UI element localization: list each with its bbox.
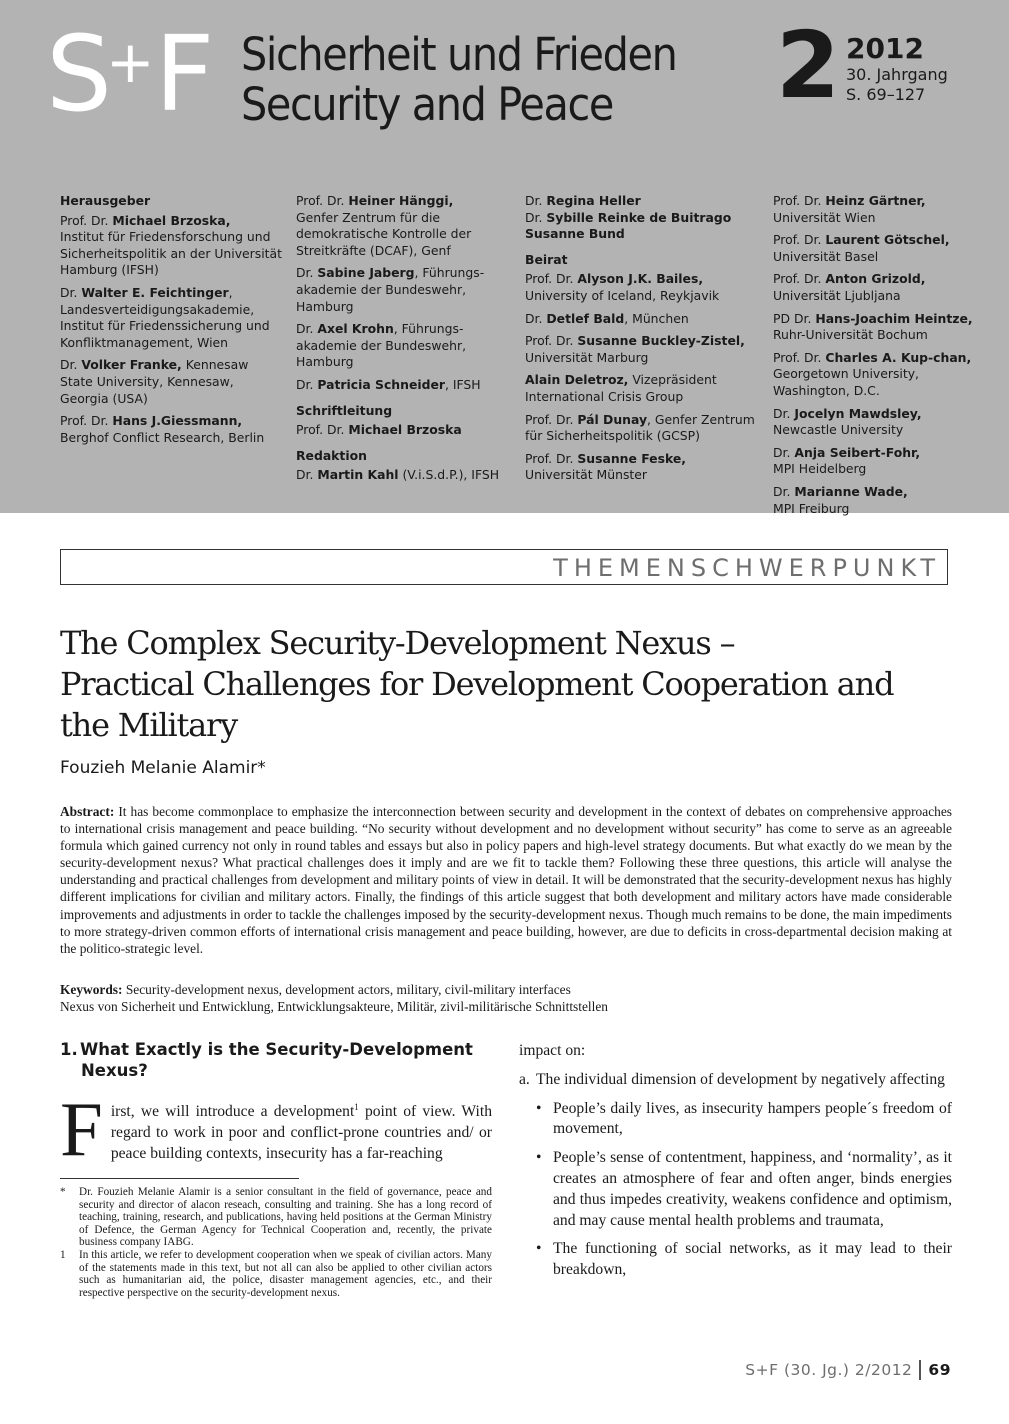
entry-affiliation: Berghof Conflict Research, Berlin: [60, 429, 265, 445]
entry-affiliation: (V.i.S.d.P.), IFSH: [398, 467, 500, 483]
keywords-label: Keywords:: [60, 982, 123, 997]
abstract-text: It has become commonplace to emphasize the interconnection between security and development in the context of debates on comprehensive approaches to international crisis management and peace building. “No security without development and no development without security” has come to serve as an agreeable formula which gained currency not only in round tables and essays but also in policy papers and high-level strategy documents. But what exactly do we mean by the security-development nexus? What practical challenges does it imply and are we fit to tackle them? Following these three questions, this article will analyse the understanding and practical challenges from development and military points of view in detail. It will be demonstrated that the security-development nexus has highly different implications for civilian and military actors. Finally, the findings of this article suggest that both development and military actors have made considerable improvements and adjustments in order to tackle the challenges imposed by the security-development nexus. Though much remains to be done, the main impediments to more strategy-driven common efforts of international crisis management and peace building, however, are due to deficits in cross-departmental decision making at the politico-strategic level.: [60, 804, 952, 956]
entry-affiliation: MPI Freiburg: [773, 500, 850, 516]
entry-name: Sabine Jaberg: [317, 265, 415, 281]
editor-entry: [525, 412, 760, 445]
page-footer: [745, 1360, 951, 1380]
entry-name: Susanne Feske,: [577, 450, 686, 466]
editor-entry: [296, 377, 521, 394]
editor-entry: [525, 271, 760, 304]
editor-entry: [296, 193, 521, 259]
entry-prefix: Dr.: [60, 357, 82, 373]
entry-prefix: Prof. Dr.: [525, 450, 578, 466]
entry-prefix: Dr.: [296, 265, 318, 281]
entry-prefix: Prof. Dr.: [773, 271, 826, 287]
editor-entry: [60, 285, 285, 351]
entry-name: Axel Krohn: [317, 321, 394, 337]
footnote-text: Dr. Fouzieh Melanie Alamir is a senior consultant in the field of governance, peace and security and director of alacon reseach, consulting and training. She has a long record of teaching, training, research, and publications, having held positions at the German Ministry of Defence, the German Agency for Technical Cooperation and, recently, the private business company IABG.: [79, 1186, 492, 1249]
section-heading: [60, 1039, 500, 1081]
editor-entry: [773, 484, 998, 517]
editors-column-1: [60, 193, 285, 452]
entry-prefix: Prof. Dr.: [773, 232, 826, 248]
editor-entry: [525, 226, 760, 243]
editor-entry: [773, 406, 998, 439]
issue-number: 2: [776, 12, 841, 119]
body-column-left: [60, 1086, 492, 1172]
body-text: point of view. With regard to work in poor and conflict-prone countries and/ or peace building contexts, insecurity has a far-reaching: [110, 1103, 492, 1162]
beirat-label: Beirat: [525, 251, 568, 267]
abstract: [60, 803, 952, 957]
footnote-ref[interactable]: 1: [354, 1102, 359, 1112]
article-title-line: the Military: [60, 706, 237, 744]
entry-affiliation: Newcastle University: [773, 422, 904, 438]
entry-affiliation: University of Iceland, Reykjavik: [525, 287, 720, 303]
editor-entry: [773, 350, 998, 400]
logo-f: F: [154, 13, 209, 135]
article-author: Fouzieh Melanie Alamir*: [60, 758, 266, 778]
footnotes: [60, 1186, 492, 1299]
entry-affiliation: , Führungs-akademie der Bundeswehr, Hamburg: [296, 321, 467, 370]
editor-entry: [773, 311, 998, 344]
section-banner: [60, 549, 948, 585]
journal-logo: [46, 13, 209, 135]
entry-affiliation: MPI Heidelberg: [773, 461, 867, 477]
schriftleitung-label: Schriftleitung: [296, 402, 393, 418]
editors-column-3: [525, 193, 760, 490]
bullet-item: [536, 1099, 952, 1141]
entry-name: Heinz Gärtner,: [825, 193, 926, 208]
entry-name: Anja Seibert-Fohr,: [794, 444, 921, 460]
bullet-item: [536, 1239, 952, 1281]
entry-prefix: Dr.: [60, 284, 82, 300]
editor-entry: [525, 372, 760, 405]
editor-entry: [296, 265, 521, 315]
list-item-a: [519, 1070, 952, 1091]
bullet-icon: •: [536, 1149, 542, 1167]
heading-line-1: What Exactly is the Security-Development: [80, 1040, 473, 1059]
entry-name: Detlef Bald: [546, 310, 625, 326]
bullet-icon: •: [536, 1240, 542, 1258]
entry-prefix: PD Dr.: [773, 310, 816, 326]
entry-name: Regina Heller: [546, 193, 641, 208]
editor-entry: [525, 210, 760, 227]
page-number: 69: [928, 1361, 951, 1379]
heading-line-2: Nexus?: [81, 1061, 148, 1080]
entry-affiliation: , IFSH: [444, 376, 481, 392]
issue-volume: 30. Jahrgang: [846, 65, 948, 84]
editor-entry: [773, 445, 998, 478]
article-title-line: The Complex Security-Development Nexus –: [60, 624, 735, 662]
footer-divider: [919, 1360, 921, 1380]
entry-affiliation: Vizepräsident International Crisis Group: [525, 372, 717, 404]
entry-prefix: Dr.: [525, 310, 547, 326]
entry-prefix: Dr.: [773, 483, 795, 499]
editor-entry: [525, 333, 760, 366]
logo-s: S: [46, 13, 107, 135]
article-title-line: Practical Challenges for Development Cooperation and: [60, 665, 894, 703]
entry-prefix: Dr.: [773, 405, 795, 421]
heading-number: 1.: [60, 1040, 78, 1059]
entry-prefix: Dr.: [296, 467, 318, 483]
footnote: [60, 1249, 492, 1299]
footnote-marker: 1: [60, 1248, 66, 1261]
journal-title-en: Security and Peace: [241, 78, 613, 131]
body-text: irst, we will introduce a development: [110, 1103, 355, 1121]
bullet-item: [536, 1148, 952, 1231]
entry-name: Michael Brzoska,: [112, 212, 231, 228]
body-text: impact on:: [519, 1042, 586, 1059]
entry-prefix: Dr.: [296, 376, 318, 392]
editor-entry: [525, 193, 760, 210]
entry-affiliation: , Führungs-akademie der Bundeswehr, Hamburg: [296, 265, 485, 314]
entry-prefix: Prof. Dr.: [60, 212, 113, 228]
keywords: [60, 981, 952, 1015]
entry-name: Pál Dunay: [577, 411, 648, 427]
bullet-icon: •: [536, 1099, 542, 1117]
editor-entry: [773, 271, 998, 304]
editor-entry: [773, 193, 998, 226]
entry-name: Alyson J.K. Bailes,: [577, 271, 704, 287]
issue-year: 2012: [846, 32, 924, 65]
list-marker: a.: [519, 1070, 530, 1088]
entry-affiliation: Universität Ljubljana: [773, 287, 901, 303]
entry-prefix: Dr.: [525, 209, 547, 225]
entry-name: Anton Grizold,: [825, 271, 926, 287]
keywords-en: Security-development nexus, development actors, military, civil-military interfaces: [122, 982, 571, 997]
entry-affiliation: Georgetown University, Washington, D.C.: [773, 366, 919, 398]
entry-affiliation: Universität Münster: [525, 467, 647, 483]
entry-affiliation: , Landesverteidigungsakademie, Institut für Friedenssicherung und Konfliktmanagement, Wien: [60, 284, 270, 350]
keywords-de: Nexus von Sicherheit und Entwicklung, Entwicklungsakteure, Militär, zivil-militärische Schnittstellen: [60, 999, 608, 1015]
bullet-text: People’s sense of contentment, happiness, and ‘normality’, as it creates an atmosphere of fear and often anger, binds energies and thus impedes creativity, weakens confidence and optimism, and may cause mental health problems and traumata,: [553, 1149, 952, 1229]
schriftleitung-entry: [296, 422, 521, 439]
editor-entry: [60, 413, 285, 446]
entry-prefix: Prof. Dr.: [525, 411, 578, 427]
entry-name: Volker Franke,: [81, 357, 182, 373]
footer-citation: S+F (30. Jg.) 2/2012: [745, 1361, 913, 1379]
entry-name: Susanne Buckley-Zistel,: [577, 333, 745, 349]
entry-prefix: Prof. Dr.: [296, 193, 349, 208]
journal-masthead: [0, 0, 1009, 516]
entry-name: Walter E. Feichtinger: [81, 284, 229, 300]
section-label: THEMENSCHWERPUNKT: [553, 554, 941, 582]
footnote-marker: *: [60, 1186, 66, 1198]
editors-column-4: [773, 193, 998, 523]
editor-entry: [773, 232, 998, 265]
editor-entry: [525, 451, 760, 484]
herausgeber-label: Herausgeber: [60, 193, 151, 208]
entry-affiliation: Universität Wien: [773, 209, 876, 225]
entry-prefix: Prof. Dr.: [773, 349, 826, 365]
entry-affiliation: Genfer Zentrum für die demokratische Kontrolle der Streitkräfte (DCAF), Genf: [296, 209, 472, 258]
editor-entry: [296, 321, 521, 371]
article-title: [60, 623, 960, 746]
entry-name: Michael Brzoska: [348, 422, 462, 438]
issue-pages: S. 69–127: [846, 85, 926, 104]
entry-affiliation: Universität Basel: [773, 248, 879, 264]
entry-name: Patricia Schneider: [317, 376, 445, 392]
entry-name: Susanne Bund: [525, 226, 625, 242]
entry-affiliation: , Genfer Zentrum für Sicherheitspolitik (GCSP): [525, 411, 755, 444]
list-text: The individual dimension of development by negatively affecting: [536, 1070, 945, 1088]
entry-name: Martin Kahl: [317, 467, 399, 483]
footnote-text: In this article, we refer to development cooperation when we speak of civilian actors. Many of the statements made in this text, but not all can also be applied to other civilian actors such as humanitarian aid, the police, disaster management agencies, etc., and their respective perspective on the security-development nexus.: [79, 1248, 492, 1299]
editor-entry: [525, 311, 760, 328]
entry-prefix: Dr.: [525, 193, 547, 208]
entry-name: Marianne Wade,: [794, 483, 908, 499]
entry-name: Alain Deletroz,: [525, 372, 629, 388]
entry-prefix: Prof. Dr.: [60, 413, 113, 429]
issue-meta: [846, 33, 948, 105]
bullet-text: People’s daily lives, as insecurity hampers people´s freedom of movement,: [553, 1099, 952, 1138]
entry-prefix: Dr.: [773, 444, 795, 460]
editors-column-2: [296, 193, 521, 490]
bullet-text: The functioning of social networks, as it may lead to their breakdown,: [553, 1240, 952, 1279]
entry-name: Charles A. Kup-chan,: [825, 349, 972, 365]
entry-prefix: Prof. Dr.: [525, 333, 578, 349]
entry-name: Sybille Reinke de Buitrago: [546, 209, 732, 225]
footnote: [60, 1186, 492, 1249]
entry-affiliation: , München: [624, 310, 689, 326]
entry-affiliation: Universität Marburg: [525, 349, 649, 365]
entry-name: Laurent Götschel,: [825, 232, 950, 248]
entry-name: Heiner Hänggi,: [348, 193, 454, 208]
entry-prefix: Prof. Dr.: [296, 422, 349, 438]
editor-entry: [60, 213, 285, 279]
entry-prefix: Dr.: [296, 321, 318, 337]
abstract-label: Abstract:: [60, 804, 115, 819]
redaktion-label: Redaktion: [296, 447, 367, 463]
entry-affiliation: Kennesaw State University, Kennesaw, Georgia (USA): [60, 357, 249, 406]
entry-name: Jocelyn Mawdsley,: [794, 405, 922, 421]
entry-affiliation: Ruhr-Universität Bochum: [773, 327, 928, 343]
entry-name: Hans-Joachim Heintze,: [815, 310, 973, 326]
editor-entry: [60, 357, 285, 407]
entry-name: Hans J.Giessmann,: [112, 413, 243, 429]
journal-title: [241, 30, 677, 130]
entry-affiliation: Institut für Friedensforschung und Sicherheitspolitik an der Universität Hamburg (IFSH): [60, 229, 282, 278]
logo-plus: +: [106, 28, 155, 96]
redaktion-entry: [296, 467, 521, 484]
drop-cap: F: [60, 1086, 103, 1172]
entry-prefix: Prof. Dr.: [773, 193, 826, 208]
body-column-right: [519, 1041, 952, 1289]
footnote-divider: [60, 1178, 299, 1179]
journal-title-de: Sicherheit und Frieden: [241, 28, 677, 81]
entry-prefix: Prof. Dr.: [525, 271, 578, 287]
